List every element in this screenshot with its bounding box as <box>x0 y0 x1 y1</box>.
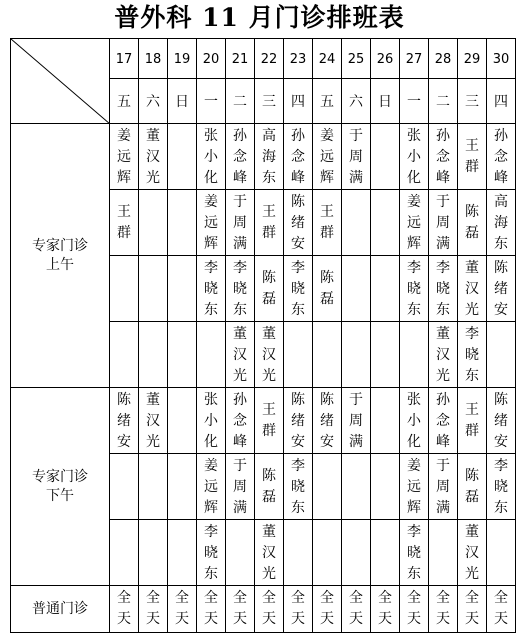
date-label: 21 <box>231 51 249 67</box>
doctor-cell <box>226 322 255 388</box>
weekday-cell <box>139 79 168 124</box>
date-cell <box>371 39 400 79</box>
general-cell <box>429 586 458 633</box>
weekday-label: 二 <box>233 94 247 110</box>
weekday-cell <box>429 79 458 124</box>
general-value: 全天 <box>407 590 421 627</box>
weekday-label: 一 <box>204 94 218 110</box>
general-label: 普通门诊 <box>32 600 88 617</box>
doctor-name: 高海东 <box>494 194 508 252</box>
doctor-name: 董汉光 <box>146 392 160 450</box>
general-cell <box>255 586 284 633</box>
doctor-name: 姜远辉 <box>407 458 421 516</box>
doctor-cell <box>197 256 226 322</box>
doctor-cell <box>429 520 458 586</box>
doctor-name: 姜远辉 <box>407 194 421 252</box>
weekday-cell <box>400 79 429 124</box>
doctor-cell <box>284 322 313 388</box>
doctor-name: 张小化 <box>204 392 218 450</box>
general-value: 全天 <box>436 590 450 627</box>
doctor-cell <box>168 124 197 190</box>
date-label: 26 <box>376 51 394 67</box>
doctor-name: 张小化 <box>407 392 421 450</box>
general-cell <box>371 586 400 633</box>
doctor-cell <box>429 256 458 322</box>
doctor-name: 陈绪安 <box>494 260 508 318</box>
doctor-cell <box>284 520 313 586</box>
doctor-name: 陈绪安 <box>320 392 334 450</box>
doctor-cell <box>342 520 371 586</box>
doctor-name: 孙念峰 <box>436 128 450 186</box>
doctor-cell <box>197 388 226 454</box>
general-value: 全天 <box>233 590 247 627</box>
doctor-cell <box>168 190 197 256</box>
doctor-cell <box>371 322 400 388</box>
doctor-cell <box>313 256 342 322</box>
doctor-name: 董汉光 <box>436 326 450 384</box>
doctor-name: 李晓东 <box>407 524 421 582</box>
doctor-cell <box>400 388 429 454</box>
doctor-name: 王群 <box>262 204 276 241</box>
doctor-cell <box>371 388 400 454</box>
doctor-name: 王群 <box>262 402 276 439</box>
doctor-cell <box>313 124 342 190</box>
header-corner <box>11 39 110 124</box>
doctor-name: 于周满 <box>436 194 450 252</box>
weekday-cell <box>458 79 487 124</box>
doctor-cell <box>226 388 255 454</box>
doctor-cell <box>168 256 197 322</box>
general-value: 全天 <box>349 590 363 627</box>
doctor-cell <box>429 454 458 520</box>
doctor-cell <box>197 454 226 520</box>
date-cell <box>255 39 284 79</box>
doctor-cell <box>371 256 400 322</box>
doctor-cell <box>284 190 313 256</box>
doctor-name: 孙念峰 <box>233 392 247 450</box>
general-value: 全天 <box>378 590 392 627</box>
diagonal-line <box>11 39 110 124</box>
doctor-name: 董汉光 <box>146 128 160 186</box>
date-cell <box>458 39 487 79</box>
weekday-cell <box>226 79 255 124</box>
doctor-name: 陈绪安 <box>291 194 305 252</box>
doctor-cell <box>255 520 284 586</box>
doctor-name: 高海东 <box>262 128 276 186</box>
doctor-cell <box>168 388 197 454</box>
weekday-cell <box>487 79 516 124</box>
doctor-name: 陈绪安 <box>117 392 131 450</box>
doctor-cell <box>487 520 516 586</box>
morning-section-label <box>11 124 110 388</box>
weekday-label: 日 <box>175 94 189 110</box>
doctor-cell <box>342 190 371 256</box>
doctor-cell <box>429 322 458 388</box>
doctor-cell <box>458 190 487 256</box>
date-cell <box>313 39 342 79</box>
date-label: 24 <box>318 51 336 67</box>
doctor-cell <box>255 124 284 190</box>
doctor-cell <box>342 454 371 520</box>
doctor-name: 李晓东 <box>204 260 218 318</box>
doctor-cell <box>168 454 197 520</box>
doctor-cell <box>458 454 487 520</box>
doctor-cell <box>197 322 226 388</box>
general-value: 全天 <box>291 590 305 627</box>
weekday-cell <box>371 79 400 124</box>
doctor-cell <box>458 322 487 388</box>
doctor-name: 董汉光 <box>465 524 479 582</box>
section-label-line1: 专家门诊 <box>32 468 88 485</box>
doctor-cell <box>284 124 313 190</box>
date-cell <box>429 39 458 79</box>
doctor-name: 于周满 <box>436 458 450 516</box>
date-label: 25 <box>347 51 365 67</box>
general-cell <box>400 586 429 633</box>
date-cell <box>168 39 197 79</box>
doctor-cell <box>313 322 342 388</box>
section-label-line1: 专家门诊 <box>32 237 88 254</box>
doctor-cell <box>255 322 284 388</box>
doctor-cell <box>284 454 313 520</box>
doctor-name: 李晓东 <box>436 260 450 318</box>
doctor-name: 姜远辉 <box>320 128 334 186</box>
doctor-name: 李晓东 <box>291 260 305 318</box>
weekday-label: 四 <box>494 94 508 110</box>
doctor-cell <box>110 124 139 190</box>
doctor-cell <box>139 388 168 454</box>
date-label: 28 <box>434 51 452 67</box>
weekday-cell <box>313 79 342 124</box>
general-value: 全天 <box>465 590 479 627</box>
doctor-cell <box>371 190 400 256</box>
date-label: 20 <box>202 51 220 67</box>
date-cell <box>342 39 371 79</box>
doctor-cell <box>226 190 255 256</box>
doctor-cell <box>284 256 313 322</box>
doctor-cell <box>458 520 487 586</box>
doctor-name: 李晓东 <box>407 260 421 318</box>
doctor-cell <box>110 388 139 454</box>
doctor-cell <box>284 388 313 454</box>
doctor-cell <box>487 454 516 520</box>
doctor-name: 于周满 <box>349 392 363 450</box>
doctor-cell <box>313 520 342 586</box>
date-label: 29 <box>463 51 481 67</box>
date-cell <box>197 39 226 79</box>
doctor-name: 董汉光 <box>262 524 276 582</box>
date-cell <box>226 39 255 79</box>
date-label: 30 <box>492 51 510 67</box>
doctor-cell <box>487 322 516 388</box>
section-label-line2: 下午 <box>46 487 74 504</box>
doctor-cell <box>110 454 139 520</box>
doctor-cell <box>139 520 168 586</box>
weekday-label: 二 <box>436 94 450 110</box>
doctor-name: 于周满 <box>233 194 247 252</box>
doctor-cell <box>487 124 516 190</box>
doctor-name: 姜远辉 <box>204 194 218 252</box>
date-label: 27 <box>405 51 423 67</box>
doctor-name: 陈绪安 <box>494 392 508 450</box>
schedule-table <box>10 38 516 633</box>
doctor-cell <box>400 322 429 388</box>
general-cell <box>487 586 516 633</box>
date-cell <box>400 39 429 79</box>
general-cell <box>313 586 342 633</box>
general-value: 全天 <box>175 590 189 627</box>
doctor-name: 李晓东 <box>204 524 218 582</box>
general-cell <box>110 586 139 633</box>
date-label: 22 <box>260 51 278 67</box>
doctor-name: 姜远辉 <box>204 458 218 516</box>
general-cell <box>197 586 226 633</box>
general-cell <box>139 586 168 633</box>
weekday-label: 日 <box>378 94 392 110</box>
doctor-cell <box>400 520 429 586</box>
page-title: 普外科 11 月门诊排班表 <box>114 3 405 32</box>
doctor-cell <box>110 190 139 256</box>
doctor-name: 孙念峰 <box>291 128 305 186</box>
doctor-cell <box>197 124 226 190</box>
weekday-cell <box>342 79 371 124</box>
doctor-cell <box>197 190 226 256</box>
date-label: 17 <box>115 51 133 67</box>
doctor-cell <box>342 256 371 322</box>
doctor-cell <box>139 322 168 388</box>
doctor-cell <box>400 190 429 256</box>
weekday-label: 六 <box>146 94 160 110</box>
doctor-cell <box>371 124 400 190</box>
doctor-cell <box>313 454 342 520</box>
doctor-cell <box>255 454 284 520</box>
date-cell <box>139 39 168 79</box>
doctor-name: 姜远辉 <box>117 128 131 186</box>
weekday-label: 三 <box>262 94 276 110</box>
doctor-cell <box>342 124 371 190</box>
doctor-cell <box>226 256 255 322</box>
doctor-name: 陈磊 <box>465 468 479 505</box>
doctor-cell <box>400 256 429 322</box>
date-label: 19 <box>173 51 191 67</box>
doctor-cell <box>226 124 255 190</box>
doctor-name: 陈绪安 <box>291 392 305 450</box>
doctor-cell <box>429 388 458 454</box>
section-label-line2: 上午 <box>46 256 74 273</box>
doctor-name: 陈磊 <box>465 204 479 241</box>
general-value: 全天 <box>204 590 218 627</box>
weekday-cell <box>197 79 226 124</box>
doctor-cell <box>371 520 400 586</box>
weekday-cell <box>110 79 139 124</box>
date-cell <box>284 39 313 79</box>
doctor-cell <box>255 190 284 256</box>
general-value: 全天 <box>262 590 276 627</box>
doctor-cell <box>197 520 226 586</box>
afternoon-section-label <box>11 388 110 586</box>
doctor-cell <box>400 124 429 190</box>
doctor-cell <box>255 388 284 454</box>
doctor-cell <box>226 454 255 520</box>
doctor-cell <box>226 520 255 586</box>
doctor-cell <box>342 388 371 454</box>
weekday-cell <box>168 79 197 124</box>
doctor-name: 陈磊 <box>262 270 276 307</box>
doctor-name: 董汉光 <box>465 260 479 318</box>
doctor-name: 张小化 <box>204 128 218 186</box>
doctor-cell <box>429 190 458 256</box>
doctor-name: 王群 <box>465 402 479 439</box>
doctor-name: 李晓东 <box>494 458 508 516</box>
general-cell <box>168 586 197 633</box>
doctor-name: 陈磊 <box>320 270 334 307</box>
general-cell <box>226 586 255 633</box>
doctor-name: 王群 <box>320 204 334 241</box>
doctor-name: 孙念峰 <box>233 128 247 186</box>
doctor-cell <box>313 190 342 256</box>
date-label: 18 <box>144 51 162 67</box>
date-cell <box>487 39 516 79</box>
doctor-name: 王群 <box>465 138 479 175</box>
weekday-label: 三 <box>465 94 479 110</box>
weekday-cell <box>255 79 284 124</box>
weekday-label: 五 <box>320 94 334 110</box>
doctor-cell <box>458 388 487 454</box>
general-value: 全天 <box>494 590 508 627</box>
doctor-cell <box>313 388 342 454</box>
general-value: 全天 <box>117 590 131 627</box>
general-value: 全天 <box>146 590 160 627</box>
doctor-name: 陈磊 <box>262 468 276 505</box>
doctor-name: 王群 <box>117 204 131 241</box>
doctor-name: 孙念峰 <box>494 128 508 186</box>
general-clinic-label <box>11 586 110 633</box>
doctor-name: 李晓东 <box>291 458 305 516</box>
weekday-label: 一 <box>407 94 421 110</box>
doctor-cell <box>371 454 400 520</box>
date-cell <box>110 39 139 79</box>
doctor-cell <box>110 256 139 322</box>
doctor-cell <box>458 256 487 322</box>
doctor-cell <box>400 454 429 520</box>
doctor-cell <box>255 256 284 322</box>
general-cell <box>458 586 487 633</box>
doctor-cell <box>139 256 168 322</box>
doctor-cell <box>168 520 197 586</box>
doctor-name: 李晓东 <box>233 260 247 318</box>
doctor-cell <box>168 322 197 388</box>
weekday-label: 四 <box>291 94 305 110</box>
doctor-name: 张小化 <box>407 128 421 186</box>
doctor-cell <box>110 520 139 586</box>
doctor-cell <box>342 322 371 388</box>
doctor-name: 董汉光 <box>233 326 247 384</box>
doctor-name: 李晓东 <box>465 326 479 384</box>
doctor-cell <box>110 322 139 388</box>
general-value: 全天 <box>320 590 334 627</box>
doctor-cell <box>139 190 168 256</box>
weekday-label: 六 <box>349 94 363 110</box>
doctor-name: 于周满 <box>349 128 363 186</box>
doctor-cell <box>487 388 516 454</box>
doctor-cell <box>429 124 458 190</box>
doctor-cell <box>487 256 516 322</box>
doctor-name: 孙念峰 <box>436 392 450 450</box>
doctor-cell <box>458 124 487 190</box>
doctor-name: 于周满 <box>233 458 247 516</box>
general-cell <box>284 586 313 633</box>
doctor-name: 董汉光 <box>262 326 276 384</box>
date-label: 23 <box>289 51 307 67</box>
doctor-cell <box>487 190 516 256</box>
weekday-label: 五 <box>117 94 131 110</box>
doctor-cell <box>139 454 168 520</box>
doctor-cell <box>139 124 168 190</box>
weekday-cell <box>284 79 313 124</box>
general-cell <box>342 586 371 633</box>
